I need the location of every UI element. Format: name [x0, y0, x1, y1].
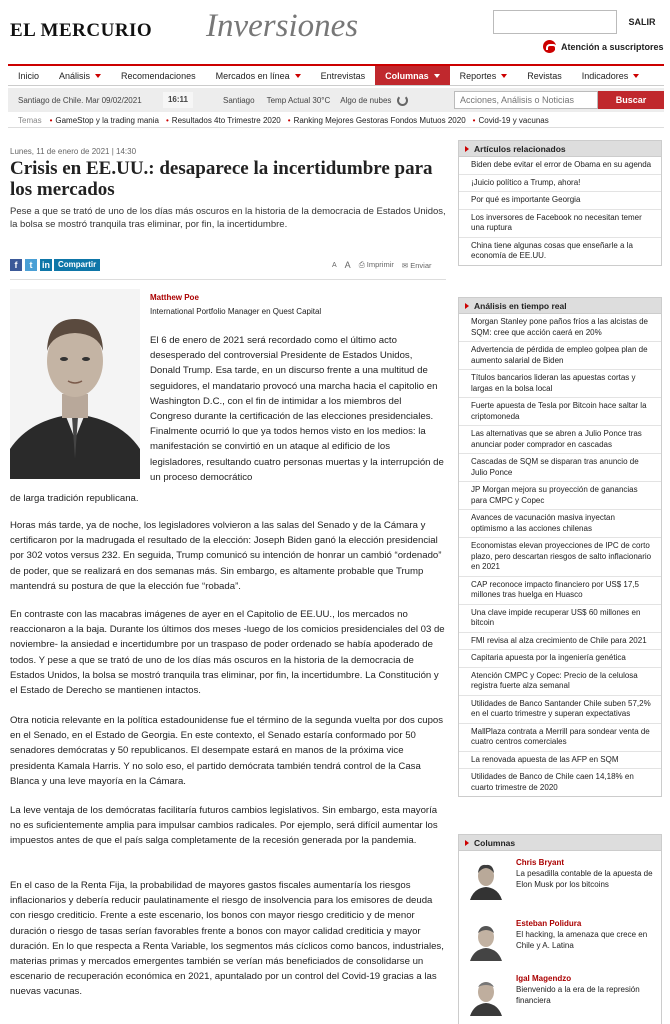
author-role: International Portfolio Manager en Quest Capital: [150, 307, 322, 316]
realtime-item[interactable]: Cascadas de SQM se disparan tras anuncio de Julio Ponce: [459, 454, 661, 482]
columnist-text[interactable]: Bienvenido a la era de la represión financiera: [516, 985, 640, 1005]
tema-link[interactable]: • Resultados 4to Trimestre 2020: [166, 116, 281, 125]
nav-label: Análisis: [59, 70, 91, 81]
chevron-down-icon: [434, 74, 440, 78]
twitter-icon[interactable]: t: [25, 259, 37, 271]
chevron-down-icon: [501, 74, 507, 78]
columnist-item[interactable]: [466, 972, 656, 1024]
weather-desc: Algo de nubes: [340, 95, 392, 105]
search-input[interactable]: [454, 91, 598, 109]
realtime-item[interactable]: Atención CMPC y Copec: Precio de la celulosa registra fuerte alza semanal: [459, 668, 661, 696]
nav-label: Indicadores: [581, 70, 629, 81]
article-paragraph: Otra noticia relevante en la política estadounidense fue el término de la segunda vuelta por dos cupos en el Senado, en el Estado de Georgia. En este contexto, el Senado estaría conformado por 50 senadores demócratas y 50 republicanos. El desempate estará en manos de la próxima vice presidenta Kamala Harris. Y no solo eso, el partido demócrata también tendrá control de la Casa Blanca y una leve mayoría en la Cámara.: [10, 715, 444, 787]
realtime-item[interactable]: La renovada apuesta de las AFP en SQM: [459, 752, 661, 770]
share-toolbar: [10, 257, 440, 273]
nav-label: Mercados en línea: [215, 70, 290, 81]
header-search-input[interactable]: [493, 10, 617, 34]
cloud-icon: [397, 95, 408, 106]
main-nav: [8, 64, 664, 86]
article-paragraph: En el caso de la Renta Fija, la probabilidad de mayores gastos fiscales aumentaría los riesgos inflacionarios y debería reducir paulatinamente el riesgo de insolvencia para los emisores de deuda con riesgo crediticio. Frente a este escenario, los bonos con mayor riesgo crediticio y de menor duración o riesgo de tasas serían favorables frente a bonos con mayor calidad crediticia y mayor duración. En lo que respecta a Renta Variable, los segmentos más cíclicos como bancos, industriales, materias primas y mercados emergentes también se verían más beneficiados de consolidarse un escenario de recuperación económica en 2021, apuntalado por un control del Covid-19 gracias a las nuevas vacunas.: [10, 880, 444, 998]
chevron-down-icon: [633, 74, 639, 78]
search-button[interactable]: Buscar: [598, 91, 664, 109]
columnist-name[interactable]: Chris Bryant: [516, 858, 565, 867]
nav-item-analisis[interactable]: [49, 66, 111, 85]
weather-city: Santiago: [223, 95, 255, 105]
linkedin-icon[interactable]: in: [42, 260, 50, 270]
current-time: 16:11: [163, 92, 193, 108]
article-lead: Pese a que se trató de uno de los días más oscuros en la historia de la democracia de Estados Unidos, la bolsa se mostró tranquila tras eliminar, por fin, la incertidumbre.: [10, 206, 446, 230]
realtime-title: Análisis en tiempo real: [459, 298, 661, 314]
columnist-item[interactable]: [466, 917, 656, 971]
realtime-item[interactable]: Las alternativas que se abren a Julio Ponce tras anunciar poder comprador en cascadas: [459, 426, 661, 454]
info-bar: [8, 88, 664, 112]
related-item[interactable]: Los inversores de Facebook no necesitan temer una ruptura: [459, 210, 661, 238]
columnist-name[interactable]: Esteban Polidura: [516, 919, 582, 928]
chevron-down-icon: [295, 74, 301, 78]
realtime-item[interactable]: JP Morgan mejora su proyección de ganancias para CMPC y Copec: [459, 482, 661, 510]
tema-link[interactable]: • GameStop y la trading mania: [50, 116, 159, 125]
nav-label: Inicio: [18, 70, 40, 81]
print-button[interactable]: [359, 260, 394, 270]
author-photo: [10, 289, 140, 479]
realtime-item[interactable]: FMI revisa al alza crecimiento de Chile para 2021: [459, 633, 661, 651]
article-paragraph: Horas más tarde, ya de noche, los legisladores volvieron a las salas del Senado y de la Cámara y certificaron por la madrugada el resultado de la elección: Joseph Biden ganó la elección presidencial por 302 votos versus 232. En seguida, Trump comunicó su intención de honrar un cambió “ordenado” de poder, que se realizará en dos semanas más. Sin embargo, es altamente probable que Trump mantendrá su postura de que la elección fue “robada”.: [10, 520, 442, 592]
nav-item-reportes[interactable]: [450, 66, 518, 85]
salir-button[interactable]: SALIR: [628, 17, 656, 27]
columnist-text[interactable]: El hacking, la amenaza que crece en Chile y A. Latina: [516, 930, 648, 950]
related-item[interactable]: Por qué es importante Georgia: [459, 192, 661, 210]
realtime-item[interactable]: Advertencia de pérdida de empleo golpea plan de aumento salarial de Biden: [459, 342, 661, 370]
facebook-icon[interactable]: f: [10, 259, 22, 271]
nav-label: Revistas: [527, 70, 562, 81]
realtime-analysis-box: [458, 297, 662, 797]
nav-item-revistas[interactable]: [517, 66, 572, 85]
divider: [10, 279, 446, 280]
nav-label: Reportes: [459, 70, 497, 81]
columnist-photo: [466, 921, 506, 961]
realtime-item[interactable]: CAP reconoce impacto financiero por US$ 17,5 millones tras huelga en Huasco: [459, 577, 661, 605]
realtime-item[interactable]: Títulos bancarios lideran las apuestas cortas y largas en la bolsa local: [459, 370, 661, 398]
related-item[interactable]: ¡Juicio político a Trump, ahora!: [459, 175, 661, 193]
compartir-button[interactable]: Compartir: [54, 259, 100, 271]
tema-link[interactable]: • Ranking Mejores Gestoras Fondos Mutuos 2020: [288, 116, 466, 125]
nav-item-entrevistas[interactable]: [311, 66, 376, 85]
send-icon: ✉: [401, 260, 409, 270]
location-date: Santiago de Chile. Mar 09/02/2021: [18, 95, 142, 105]
font-decrease-button[interactable]: A: [332, 261, 337, 269]
chevron-down-icon: [95, 74, 101, 78]
atencion-suscriptores-link[interactable]: [543, 40, 664, 53]
phone-icon: [543, 40, 556, 53]
realtime-item[interactable]: Avances de vacunación masiva inyectan optimismo a las acciones chilenas: [459, 510, 661, 538]
realtime-item[interactable]: Capitaria apuesta por la ingeniería genética: [459, 650, 661, 668]
nav-item-recomendaciones[interactable]: [111, 66, 206, 85]
atencion-label: Atención a suscriptores: [561, 41, 664, 52]
nav-label: Columnas: [385, 70, 429, 81]
columnist-item[interactable]: [466, 856, 656, 910]
columnist-name[interactable]: Igal Magendzo: [516, 974, 572, 983]
related-articles-box: [458, 140, 662, 266]
realtime-item[interactable]: Utilidades de Banco de Chile caen 14,18% en cuarto trimestre de 2020: [471, 772, 634, 792]
realtime-item[interactable]: MallPlaza contrata a Merrill para sondear venta de cuatro centros comerciales: [459, 724, 661, 752]
columnas-title: Columnas: [459, 835, 661, 851]
realtime-item[interactable]: Morgan Stanley pone paños fríos a las alcistas de SQM: cree que acción caerá en 20%: [459, 314, 661, 342]
print-icon: ⎙: [358, 260, 365, 269]
related-title: Artículos relacionados: [459, 141, 661, 157]
article-paragraph: de larga tradición republicana.: [10, 493, 139, 504]
send-label: Enviar: [410, 260, 432, 270]
nav-item-inicio[interactable]: [8, 66, 49, 85]
related-item[interactable]: Biden debe evitar el error de Obama en su agenda: [459, 157, 661, 175]
font-increase-button[interactable]: A: [344, 260, 351, 270]
columnist-photo: [466, 976, 506, 1016]
article-headline: Crisis en EE.UU.: desaparece la incertidumbre para los mercados: [10, 158, 433, 200]
site-header: [0, 0, 670, 62]
article-paragraph: La leve ventaja de los demócratas facilitaría futuros cambios legislativos. Sin embargo, esta mayoría no es suficientemente amplia para impulsar cambios radicales. Por ejemplo, será difícil aumentar los impuestos antes de que el país salga completamente de la recesión generada por la pandemia.: [10, 805, 438, 847]
site-logo[interactable]: EL MERCURIO: [10, 20, 153, 41]
article-paragraph: En contraste con las macabras imágenes de ayer en el Capitolio de EE.UU., los mercados no reaccionaron a la baja. Durante los últimos dos meses -luego de los comicios presidenciales del 03 de noviembre- la ansiedad e incertidumbre por un traspaso de poder ordenado se había apoderado de todos. Y pese a que se trató de uno de los días más oscuros en la historia de la democracia de Estados Unidos, la bolsa se mostró tranquila tras eliminar, por fin, la incertidumbre. La Constitución y el Estado de Derecho se mantienen intactos.: [10, 609, 445, 697]
nav-label: Recomendaciones: [121, 70, 196, 81]
columnist-photo: [466, 860, 506, 900]
article-paragraph: El 6 de enero de 2021 será recordado como el último acto desesperado del controversial Presidente de Estados Unidos, Donald Trump. Esa tarde, en un discurso frente a una multitud de seguidores, el mandatario provocó una marcha hacia el capitolio en Washington D.C., con el fin de intimidar a los miembros del Congreso durante la certificación de las elecciones presidenciales. Finalmente ocurrió lo que ya todos hemos visto en los medios: la manifestación se convirtió en un ataque al edificio de los legisladores, resultando cuatro personas muertas y la interrupción de un proceso democrático: [150, 335, 444, 483]
columnist-text[interactable]: La pesadilla contable de la apuesta de Elon Musk por los bitcoins: [516, 869, 653, 889]
realtime-item[interactable]: Utilidades de Banco Santander Chile suben 57,2% en el cuarto trimestre y superan expectativas: [459, 696, 661, 724]
send-button[interactable]: [402, 261, 432, 270]
nav-item-indicadores[interactable]: [572, 66, 650, 85]
tema-link[interactable]: • Covid-19 y vacunas: [473, 116, 549, 125]
realtime-item[interactable]: Una clave impide recuperar US$ 60 millones en bitcoin: [459, 605, 661, 633]
realtime-item[interactable]: Fuerte apuesta de Tesla por Bitcoin hace saltar la criptomoneda: [459, 398, 661, 426]
print-label: Imprimir: [366, 260, 394, 269]
nav-item-mercados[interactable]: [206, 66, 311, 85]
related-item[interactable]: China tiene algunas cosas que enseñarle a la economía de EE.UU.: [471, 240, 633, 260]
weather-temp: Temp Actual 30°C: [266, 95, 331, 105]
temas-bar: [8, 114, 664, 128]
author-name[interactable]: Matthew Poe: [150, 293, 199, 302]
nav-label: Entrevistas: [320, 70, 366, 81]
temas-label: Temas: [18, 116, 42, 125]
nav-item-columnas[interactable]: [375, 66, 450, 85]
realtime-item[interactable]: Economistas elevan proyecciones de IPC de corto plazo, pero descartan riesgos de salto inflacionario en 2021: [459, 538, 661, 577]
article-tools: [332, 260, 432, 270]
article-date: Lunes, 11 de enero de 2021 | 14:30: [10, 147, 137, 156]
section-title[interactable]: Inversiones: [206, 8, 359, 44]
